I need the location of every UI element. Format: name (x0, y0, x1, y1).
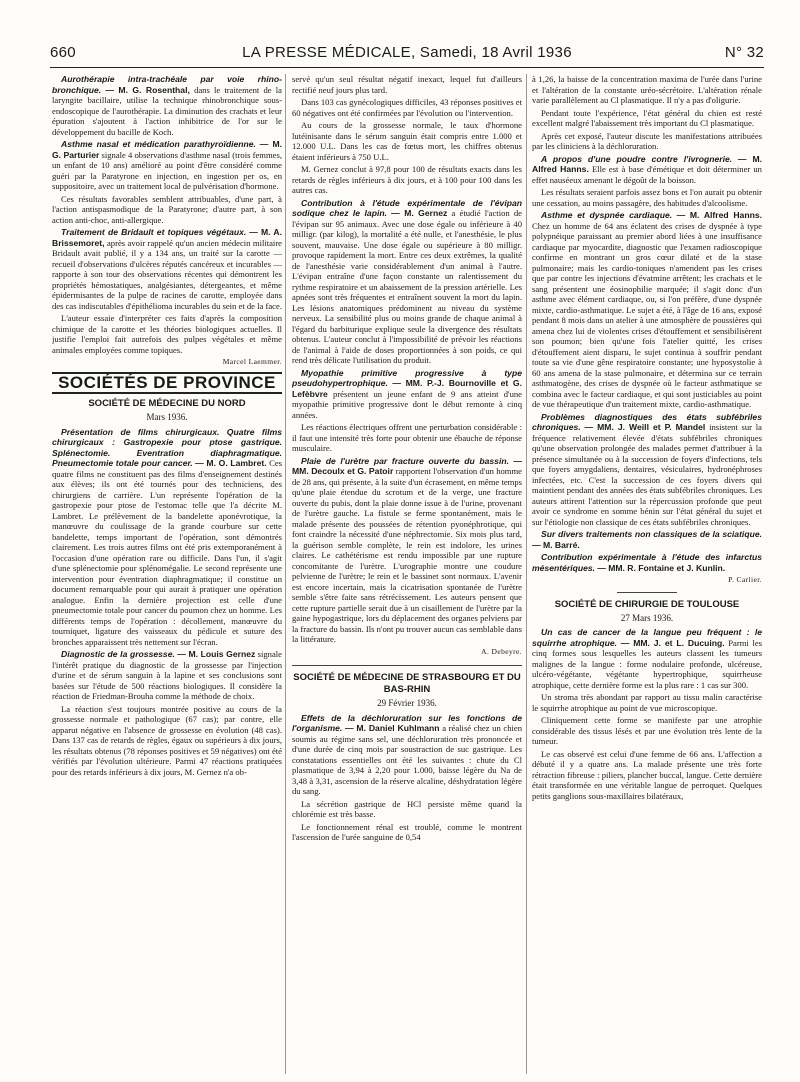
article-author: — M. G. Parturier (52, 139, 282, 160)
article-title: Sur divers traitements non classiques de la sciatique. (541, 529, 762, 539)
article-author: — M. O. Lambret. (195, 458, 267, 468)
article-text: signale l'intérêt pratique du diagnostic de la grossesse par l'injection d'urine et de sérum sanguin à la lapine et ses conclusions sont basées sur l'étude de 500 réactions biologiques. Il considère la réaction de Friedman-Brouha comme la méthode de choix. (52, 649, 282, 701)
article-author: — M. Alfred Hanns. (676, 210, 762, 220)
column-2 (292, 74, 522, 1074)
paragraph: La sécrétion gastrique de HCl persiste même quand la chlorémie est très basse. (292, 798, 522, 819)
article-author: — M. Daniel Kuhlmann (344, 723, 440, 733)
column-3 (532, 74, 762, 1074)
paragraph (532, 210, 762, 410)
column-separator (285, 74, 286, 1074)
paragraph: Après cet exposé, l'auteur discute les manifestations attribuées par les cliniciens à la déchloruration. (532, 130, 762, 151)
article-title: Plaie de l'urètre par fracture ouverte du bassin. (301, 455, 509, 466)
article-title: Diagnostic de la grossesse. (61, 649, 175, 659)
paragraph: Au cours de la grossesse normale, le taux d'hormone lutéinisante dans le sérum sanguin était compris entre 1.000 et 12.000 U.L. Dans les cas de fœtus mort, les chiffres obtenus étaient inférieurs à 750 U.L. (292, 120, 522, 162)
society-date: 27 Mars 1936. (620, 612, 674, 623)
article-author: — MM. J. Weill et P. Mandel (584, 422, 706, 432)
article-title: Présentation de films chirurgicaux. Quatre films chirurgicaux : Gastropexie pour ptose gastrique. Splénectomie. Eventration diaphragmatique. Pneumectomie totale pour cancer. (52, 426, 282, 468)
society-heading: SOCIÉTÉ DE MÉDECINE DU NORD (88, 398, 246, 409)
paragraph: La réaction s'est toujours montrée positive au cours de la grossesse normale et pathologique (67 cas); par contre, elle apparut négative en l'absence de grossesse en évolution (48 cas). Dans 137 cas de retards de règles, égaux ou supérieurs à dix jours, les résultats obtenus (78 réponses positives et 59 négatives) ont été vérifiés par l'évolution ultérieure. Parmi 47 réactions pratiquées pour des retards inférieurs à dix jours, M. Gernez n'a ob- (52, 703, 282, 777)
page-header (50, 44, 764, 66)
paragraph: L'auteur essaie d'interpréter ces faits d'après la composition chimique de la carotte et les théories biologiques actuelles. Il justifie l'emploi fait autrefois des pulpes végétales et même animales employées comme topiques. (52, 313, 282, 355)
paragraph: Le cas observé est celui d'une femme de 66 ans. L'affection a débuté il y a quatre ans. La malade présente une très forte rétraction fibreuse : piliers, plancher buccal, langue. Cette dernière était transformée en une véritable langue de perroquet. Quelques petits ganglions sous-maxillaires bilatéraux, (532, 748, 762, 801)
article-title: Asthme nasal et médication parathyroïdienne. (61, 139, 256, 149)
paragraph: Un stroma très abondant par rapport au tissu malin caractérise le squirrhe atrophique au point de vue microscopique. (532, 692, 762, 713)
header-rule (50, 67, 764, 68)
article-author: — M. Alfred Hanns. (532, 153, 762, 174)
article-title: Asthme et dyspnée cardiaque. (541, 210, 673, 220)
article-author: — M. Louis Gernez (177, 649, 256, 659)
article-author: — M. A. Brissemoret, (52, 227, 282, 248)
article-text: Parmi les cinq formes sous lesquelles les auteurs classent les tumeurs malignes de la langue : forme nodulaire profonde, ulcéreuse, ulcéro-végétante, végétante hypertrophique, squirrheuse atrophique, cette dernière forme est la plus rare : 1 cas sur 300. (532, 637, 762, 690)
article-text: a réalisé chez un chien soumis au régime sans sel, une déchloruration très prononcée et d'une durée de cinq mois par soustraction de suc gastrique. Les constatations essentielles ont été les suivantes : chute du Cl plasmatique de 3,94 à 2,20 pour 1.000, baisse légère du Na de 3,48 à 3,31, ascension de la réserve alcaline, déshydratation légère du sang. (292, 723, 522, 796)
column-separator (526, 74, 527, 1074)
article-author: — MM. J. et L. Ducuing. (620, 637, 725, 648)
article-title: Contribution à l'étude expérimentale de l'évipan sodique chez le lapin. (292, 197, 522, 218)
article-author: — MM. P.-J. Bournoville et G. Lefèbvre (292, 378, 522, 399)
paragraph: à 1,26, la baisse de la concentration maxima de l'urée dans l'urine et l'altération de la constante uréo-sécrétoire. L'altération rénale varie parallèlement au Cl plasmatique. Il n'y a pas d'oligurie. (532, 74, 762, 105)
article-title: Un cas de cancer de la langue peu fréquent : le squirrhe atrophique. (532, 627, 762, 648)
signature: P. Carlier. (728, 575, 762, 584)
paragraph (52, 227, 282, 311)
paragraph (532, 627, 762, 690)
paragraph: Le fonctionnement rénal est troublé, comme le montrent l'ascension de l'urée sanguine de 0,54 (292, 821, 522, 842)
paragraph (292, 368, 522, 421)
article-text: insistent sur la fréquence relativement élevée d'états subfébriles chroniques qu'une observation prolongée des malades permet d'attribuer à la présence simultanée ou à la succession de foyers d'infections, tels que foyers amygdaliens, dentaires, vésiculaires, hydronéphroses infectées, etc. C'est la succession de ces foyers divers qui maintient pendant des années des états subfébriles chroniques. Les auteurs attirent l'attention sur la répercussion profonde que peut avoir ce syndrome en somme bénin sur l'état général du sujet et sur l'étiologie non classique de ces états subfébriles chroniques. (532, 422, 762, 527)
paragraph: Pendant toute l'expérience, l'état général du chien est resté excellent malgré l'abaissement très important du Cl plasmatique. (532, 107, 762, 128)
article-text: après avoir rappelé qu'un ancien médecin militaire Bridault avait publié, il y a 134 ans, un traité sur la carotte — recueil d'observations d'ulcères réputés cancéreux et incurables — rapporte à son tour des observations récentes qui démontrent les propriétés hémostatiques, analgésiantes, détergeantes, et même épidermisantes de la pulpe de racines de carotte, employée dans des cas indiscutables d'épithélioma incurables du sein et de la face. (52, 237, 282, 311)
paragraph (52, 649, 282, 702)
paragraph (292, 198, 522, 366)
paragraph (52, 427, 282, 648)
paragraph (52, 139, 282, 192)
society-heading: SOCIÉTÉ DE CHIRURGIE DE TOULOUSE (554, 598, 740, 610)
article-title: Myopathie primitive progressive à type pseudohypertrophique. (292, 367, 522, 388)
article-text: dans le traitement de la laryngite bacillaire, utilise la technique rhinobronchique sous-endoscopique de l'aurothérapie. La diminution des crachats et leur épuration s'ajoutent à l'action inhibitrice de l'or sur le développement du bacille de Koch. (52, 84, 282, 137)
issue-number: N° 32 (724, 44, 764, 61)
column-1 (52, 74, 282, 1074)
article-text: Ces quatre films ne constituent pas des films d'enseignement destinés aux élèves; ils ont été tournés pour des techniciens, des chirurgiens de carrière. L'un représente l'opération de la gastropexie pour ptose de l'estomac telle que l'a décrite M. Lambret. Le prélèvement de la bandelette aponévrotique, la manœuvre du coulissage de la grande courbure sur cette bandelette, temps important de l'opération, sont démontrés clairement. Les trois autres films ont été pris extemporanément à l'occasion d'une opération rare ou difficile. Dans l'un, il s'agit d'une splénectomie pour splénomégalie. Le second représente une intervention pour éventration diaphragmatique; il constitue un document remarquable pour qui aurait à pratiquer une opération analogue. Enfin la dernière projection est celle d'une pneumectomie totale pour cancer du poumon chez un homme. Les différents temps de l'opération : décollement, manœuvre du tourniquet, ligature des vaisseaux du pédicule et suture des bronches apparaissent très nettement sur l'écran. (52, 458, 282, 647)
article-author: — MM. Decoulx et G. Patoir (292, 455, 522, 476)
divider (292, 665, 522, 666)
article-text: présentent un jeune enfant de 9 ans atteint d'une myopathie primitive progressive dont le début remonte à cinq années. (292, 388, 522, 420)
page-number: 660 (50, 44, 76, 61)
paragraph: Cliniquement cette forme se manifeste par une atrophie considérable des tissus lésés et par une évolution très lente de la tumeur. (532, 715, 762, 746)
article-title: Aurothérapie intra-trachéale par voie rhino-bronchique. (52, 74, 282, 95)
article-text: Elle est à base d'émétique et doit déterminer un effet nauséeux amenant le dégoût de la boisson. (532, 164, 762, 185)
paragraph: servé qu'un seul résultat négatif inexact, lequel fut d'ailleurs rectifié neuf jours plus tard. (292, 74, 522, 95)
article-title: A propos d'une poudre contre l'ivrognerie. (541, 153, 733, 164)
paragraph (532, 529, 762, 550)
society-heading: SOCIÉTÉ DE MÉDECINE DE STRASBOURG ET DU BAS-RHIN (293, 672, 521, 695)
paragraph: Ces résultats favorables semblent attribuables, d'une part, à l'action antispasmodique de la Paratyrone; d'autre part, à son action anti-choc, anti-allergique. (52, 193, 282, 225)
paragraph (532, 154, 762, 186)
journal-title: LA PRESSE MÉDICALE, Samedi, 18 Avril 1936 (242, 44, 572, 61)
paragraph (532, 552, 762, 573)
section-heading: SOCIÉTÉS DE PROVINCE (58, 372, 276, 392)
article-title: Effets de la déchloruration sur les fonctions de l'organisme. (292, 712, 522, 733)
signature: Marcel Laemmer. (222, 357, 282, 366)
paragraph: M. Gernez conclut à 97,8 pour 100 de résultats exacts dans les retards de règles inférieurs à dix jours, et à 100 pour 100 dans les autres cas. (292, 164, 522, 195)
article-title: Problèmes diagnostiques des états subfébriles chroniques. (532, 411, 762, 432)
article-author: — M. Gernez (391, 208, 448, 218)
divider (617, 592, 677, 593)
paragraph (532, 412, 762, 528)
article-title: Contribution expérimentale à l'étude des infarctus mésentériques. (532, 552, 762, 573)
paragraph (292, 456, 522, 645)
paragraph: Les réactions électriques offrent une perturbation considérable : il faut une intensité très forte pour obtenir une ébauche de réponse musculaire. (292, 422, 522, 453)
paragraph: Dans 103 cas gynécologiques difficiles, 43 réponses positives et 60 négatives ont été confirmées par l'évolution ou l'intervention. (292, 97, 522, 118)
article-text: rapportent l'observation d'un homme de 28 ans, qui présente, à la suite d'un écrasement, en même temps qu'une plaie étendue du scrotum et de la verge, une fracture ouverte du pubis, dont la plaie donne issue à de l'urine, provenant de l'urètre gauche. La fistule se ferme spontanément, mais le malade présente des poussées de rétention pyonéphrotique, qui font craindre la nécessité d'une néphrectomie. Six mois plus tard, la guérison semble complète, le rein est indolore, les urines claires. Le cathétérisme est rendu impossible par une rupture concomitante de l'urètre. L'urographie montre une coudure pelvienne de l'urètre; le rein et le bassinet sont normaux. L'avenir est encore incertain, mais la cicatrisation spontanée de l'urètre semble s'être faite sans rétrécissement. Les auteurs pensent que cette rupture partielle serait due à un cisaillement de l'urètre par la gaine hypogastrique, lors du déplacement des organes pelviens par la fracture du bassin. Ils n'ont pu trouver aucun cas semblable dans la littérature. (292, 466, 522, 644)
society-date: Mars 1936. (146, 412, 188, 422)
article-author: — MM. R. Fontaine et J. Kunlin. (597, 562, 726, 573)
signature: A. Debeyre. (481, 646, 522, 656)
paragraph (52, 74, 282, 137)
article-text: Chez un homme de 64 ans éclatent des crises de dyspnée à type polypnéique paraissant au premier abord liées à une insuffisance cardiaque par myocardite, diagnostic que l'examen radioscopique confirme en montrant un gros cœur dilaté et de la stase pulmonaire; mais les cardio-toniques n'amendent pas les crises que par contre les injections d'évatmine arrêtent; les crachats et le sang présentent une éosinophilie marquée; il s'agit donc d'un asthme avec élément cardiaque, ou, si l'on préfère, d'une dyspnée mixte, cardio-asthmatique. Le sujet a été, à l'âge de 16 ans, exposé pendant 8 mois dans un atelier à une atmosphère de poussières qui amena chez lui de violentes crises d'étouffement et sensibilisèrent son poumon; bien qu'une fois l'atelier quitté, les crises d'étouffement aient disparu, le sujet continua à souffrir pendant toute sa vie d'une gêne respiratoire constante; une hyposystolie à 60 ans amena de la stase pulmonaire, et détermina sur ce terrain asthmatogène, des crises de dyspnée où le facteur asthmatique se combina avec le facteur cardiaque, et qui sont justiciables au point de vue thérapeutique d'un traitement mixte, cardio-asthmatique. (532, 220, 762, 409)
paragraph: Les résultats seraient parfois assez bons et l'on aurait pu obtenir une cessation, au moins passagère, des habitudes d'alcoolisme. (532, 187, 762, 208)
divider (52, 392, 282, 394)
article-author: — M. Barré. (532, 539, 580, 550)
article-text: signale 4 observations d'asthme nasal (trois femmes, un enfant de 10 ans) amélioré au point d'être considéré comme guéri par la Paratyrone en injection, en ingestion per os, en suppositoire, avec un traitement local de pulvérisation d'hormone. (52, 149, 282, 191)
society-date: 29 Février 1936. (377, 698, 437, 708)
article-title: Traitement de Bridault et topiques végétaux. (61, 227, 247, 237)
paragraph (292, 713, 522, 797)
article-author: — M. G. Rosenthal, (105, 84, 190, 95)
article-text: a étudié l'action de l'évipan sur 95 animaux. Avec une dose égale ou inférieure à 40 milligr. (par kilog), la mortalité a été nulle, et l'anesthésie, le plus souvent, mauvaise. Une dose égale ou supérieure à 80 milligr. provoque rapidement la mort. Entre ces deux extrêmes, la qualité de l'anesthésie varie considérablement d'un animal à l'autre. L'évipan entraîne d'une façon constante un ralentissement du rythme respiratoire et un abaissement de la pression artérielle. Les apnées sont très fréquentes et entraînent souvent la mort du lapin. Les lésions anatomiques prédominent au niveau du système nerveux. La sensibilité plus ou moins grande de chaque animal à l'égard du barbiturique explique seule la divergence des résultats obtenus. L'auteur conclut à l'impossibilité de prévoir les réactions de l'animal à l'aide de doses proportionnées à son poids, ce qui rend très délicate l'utilisation du produit. (292, 208, 522, 365)
